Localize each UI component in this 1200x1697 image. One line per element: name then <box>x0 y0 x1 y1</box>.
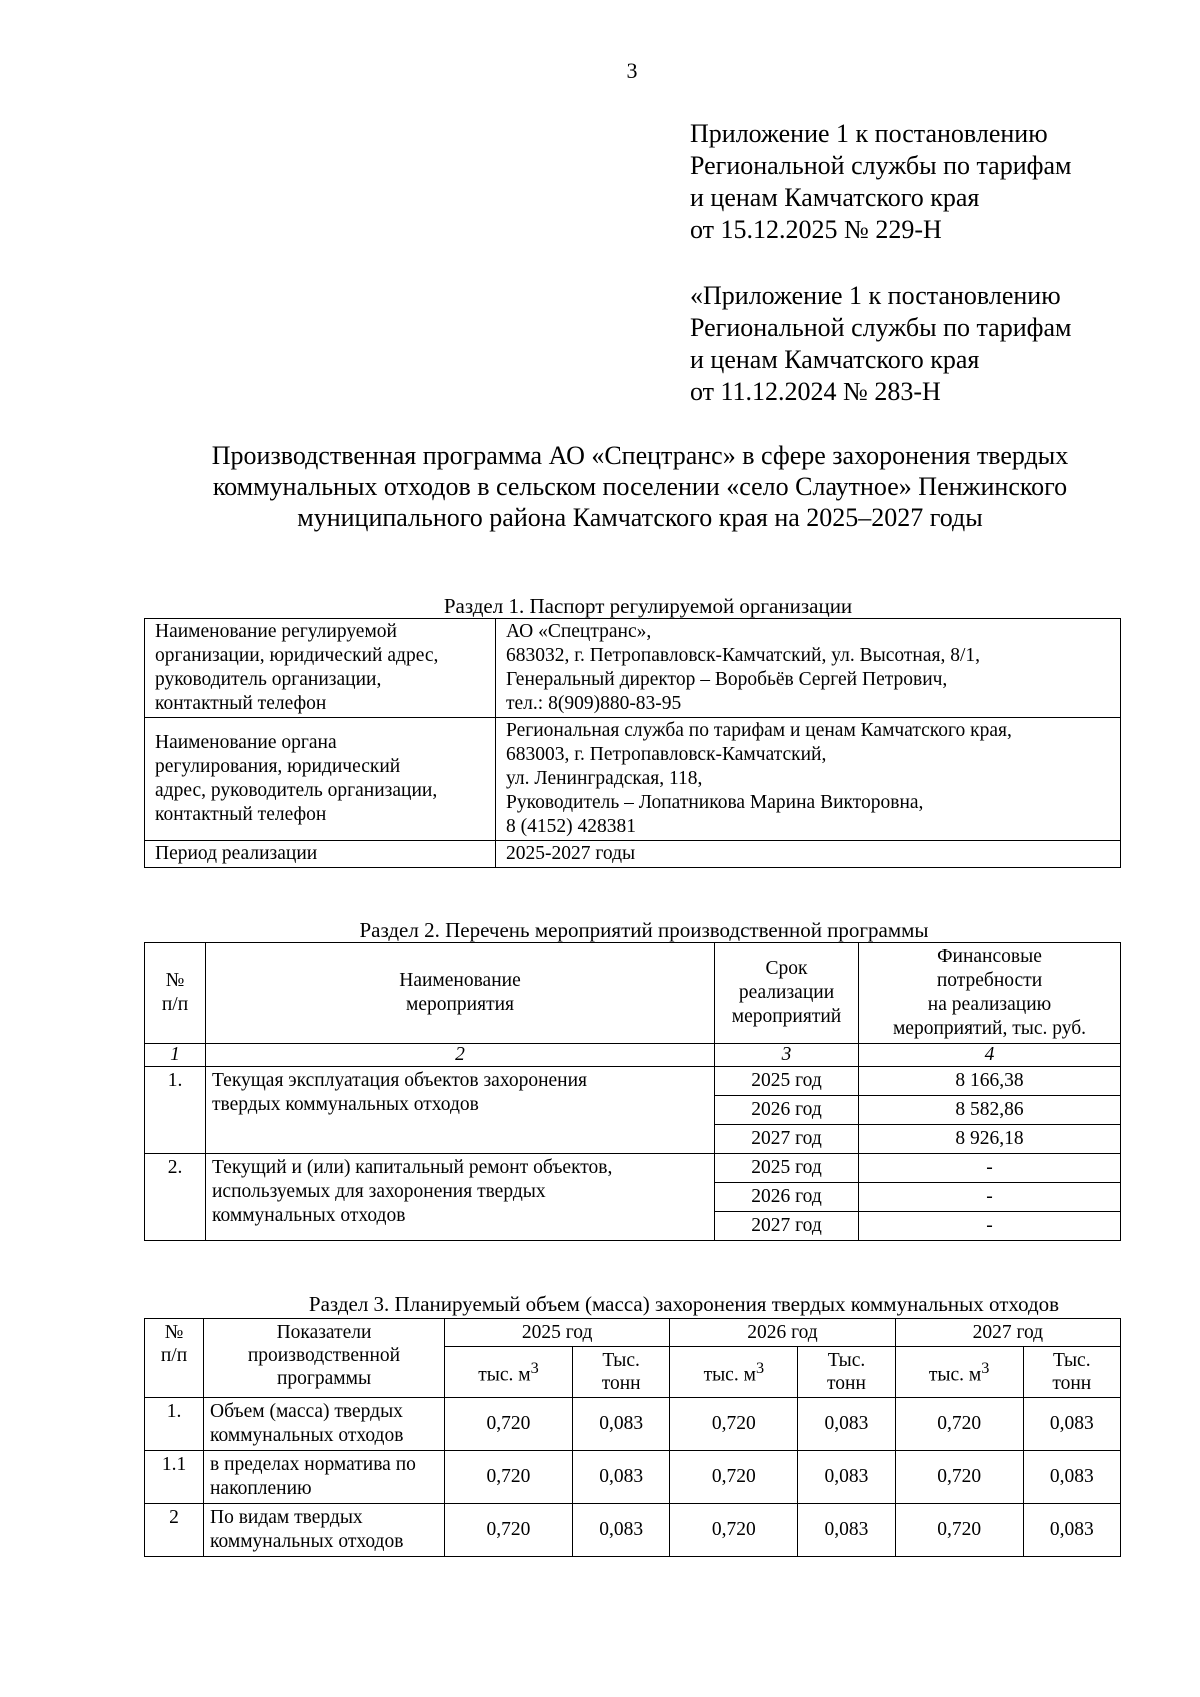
column-index-row <box>145 1044 1121 1067</box>
table-row <box>145 1067 1121 1096</box>
header-year: 2026 год <box>670 1319 895 1347</box>
value-cell: 0,083 <box>1023 1398 1120 1451</box>
passport-label: Наименование регулируемой организации, юридический адрес, руководитель организации, контактный телефон <box>145 619 496 718</box>
indicator-name: По видам твердых коммунальных отходов <box>204 1504 445 1557</box>
header-finance: Финансовые потребности на реализацию мероприятий, тыс. руб. <box>859 943 1121 1044</box>
table-row <box>145 1154 1121 1183</box>
value-cell: 0,083 <box>798 1451 895 1504</box>
value-cell: 0,083 <box>572 1451 669 1504</box>
title-line: муниципального района Камчатского края на 2025–2027 годы <box>297 503 983 532</box>
appendix-line: Приложение 1 к постановлению <box>690 119 1048 148</box>
activity-name: Текущий и (или) капитальный ремонт объектов, используемых для захоронения твердых коммунальных отходов <box>206 1154 715 1241</box>
row-num: 2 <box>145 1504 204 1557</box>
activity-year: 2026 год <box>715 1183 859 1212</box>
appendix-line: Региональной службы по тарифам <box>690 313 1072 342</box>
activity-amount: - <box>859 1183 1121 1212</box>
column-index: 3 <box>715 1044 859 1067</box>
activity-name: Текущая эксплуатация объектов захоронения твердых коммунальных отходов <box>206 1067 715 1154</box>
value-cell: 0,083 <box>798 1504 895 1557</box>
value-cell: 0,083 <box>572 1504 669 1557</box>
header-term: Срок реализации мероприятий <box>715 943 859 1044</box>
activity-num: 1. <box>145 1067 206 1154</box>
appendix-line: и ценам Камчатского края <box>690 183 980 212</box>
passport-label: Период реализации <box>145 841 496 868</box>
appendix-line: и ценам Камчатского края <box>690 345 980 374</box>
value-cell: 0,720 <box>445 1504 573 1557</box>
indicator-name: в пределах норматива по накоплению <box>204 1451 445 1504</box>
table-header-row <box>145 943 1121 1044</box>
table-row <box>145 1398 1121 1451</box>
value-cell: 0,083 <box>798 1398 895 1451</box>
value-cell: 0,720 <box>895 1504 1023 1557</box>
header-unit-m3: тыс. $м^3$ <box>670 1347 798 1398</box>
activity-amount: 8 926,18 <box>859 1125 1121 1154</box>
activity-amount: 8 582,86 <box>859 1096 1121 1125</box>
table-row <box>145 1451 1121 1504</box>
title-line: Производственная программа АО «Спецтранс» в сфере захоронения твердых <box>211 441 1069 470</box>
appendix-current-header <box>690 118 1071 246</box>
passport-value: Региональная служба по тарифам и ценам Камчатского края, 683003, г. Петропавловск-Камчатский, ул. Ленинградская, 118, Руководитель – Лопатникова Марина Викторовна, 8 (4152) 428381 <box>496 718 1121 841</box>
header-year: 2027 год <box>895 1319 1120 1347</box>
activity-amount: - <box>859 1212 1121 1241</box>
header-unit-tonn: Тыс. тонн <box>798 1347 895 1398</box>
section2-activities-table <box>144 942 1121 1241</box>
header-unit-tonn: Тыс. тонн <box>572 1347 669 1398</box>
activity-year: 2025 год <box>715 1067 859 1096</box>
value-cell: 0,720 <box>670 1504 798 1557</box>
appendix-line: «Приложение 1 к постановлению <box>690 281 1061 310</box>
appendix-line: от 11.12.2024 № 283-Н <box>690 377 941 406</box>
value-cell: 0,083 <box>1023 1504 1120 1557</box>
activity-year: 2027 год <box>715 1212 859 1241</box>
activity-amount: - <box>859 1154 1121 1183</box>
table-row <box>145 1504 1121 1557</box>
activity-amount: 8 166,38 <box>859 1067 1121 1096</box>
section1-caption: Раздел 1. Паспорт регулируемой организации <box>443 594 853 618</box>
column-index: 2 <box>206 1044 715 1067</box>
table-header-row <box>145 1319 1121 1347</box>
value-cell: 0,720 <box>895 1451 1023 1504</box>
activity-num: 2. <box>145 1154 206 1241</box>
appendix-line: от 15.12.2025 № 229-Н <box>690 215 942 244</box>
value-cell: 0,720 <box>895 1398 1023 1451</box>
table-row <box>145 718 1121 841</box>
header-num: № п/п <box>145 1319 204 1398</box>
value-cell: 0,720 <box>670 1451 798 1504</box>
header-indicator: Показатели производственной программы <box>204 1319 445 1398</box>
value-cell: 0,083 <box>572 1398 669 1451</box>
title-line: коммунальных отходов в сельском поселении «село Слаутное» Пенжинского <box>212 472 1068 501</box>
appendix-line: Региональной службы по тарифам <box>690 151 1072 180</box>
value-cell: 0,720 <box>445 1451 573 1504</box>
header-unit-tonn: Тыс. тонн <box>1023 1347 1120 1398</box>
document-title <box>140 440 1140 533</box>
value-cell: 0,720 <box>445 1398 573 1451</box>
activity-year: 2025 год <box>715 1154 859 1183</box>
section3-caption: Раздел 3. Планируемый объем (масса) захоронения твердых коммунальных отходов <box>308 1292 1060 1316</box>
table-row <box>145 841 1121 868</box>
passport-label: Наименование органа регулирования, юридический адрес, руководитель организации, контактный телефон <box>145 718 496 841</box>
passport-value: АО «Спецтранс», 683032, г. Петропавловск-Камчатский, ул. Высотная, 8/1, Генеральный директор – Воробьёв Сергей Петрович, тел.: 8(909)880-83-95 <box>496 619 1121 718</box>
row-num: 1. <box>145 1398 204 1451</box>
table-row <box>145 619 1121 718</box>
row-num: 1.1 <box>145 1451 204 1504</box>
activity-year: 2026 год <box>715 1096 859 1125</box>
column-index: 4 <box>859 1044 1121 1067</box>
appendix-previous-header <box>690 280 1071 408</box>
activity-year: 2027 год <box>715 1125 859 1154</box>
section3-volume-table <box>144 1318 1121 1557</box>
section2-caption: Раздел 2. Перечень мероприятий производственной программы <box>359 918 929 942</box>
column-index: 1 <box>145 1044 206 1067</box>
section1-passport-table <box>144 618 1121 868</box>
page-number: 3 <box>626 58 638 83</box>
header-num: № п/п <box>145 943 206 1044</box>
value-cell: 0,720 <box>670 1398 798 1451</box>
passport-value: 2025-2027 годы <box>496 841 1121 868</box>
header-unit-m3: тыс. $м^3$ <box>445 1347 573 1398</box>
header-year: 2025 год <box>445 1319 670 1347</box>
header-unit-m3: тыс. $м^3$ <box>895 1347 1023 1398</box>
value-cell: 0,083 <box>1023 1451 1120 1504</box>
indicator-name: Объем (масса) твердых коммунальных отходов <box>204 1398 445 1451</box>
header-activity-name: Наименование мероприятия <box>206 943 715 1044</box>
